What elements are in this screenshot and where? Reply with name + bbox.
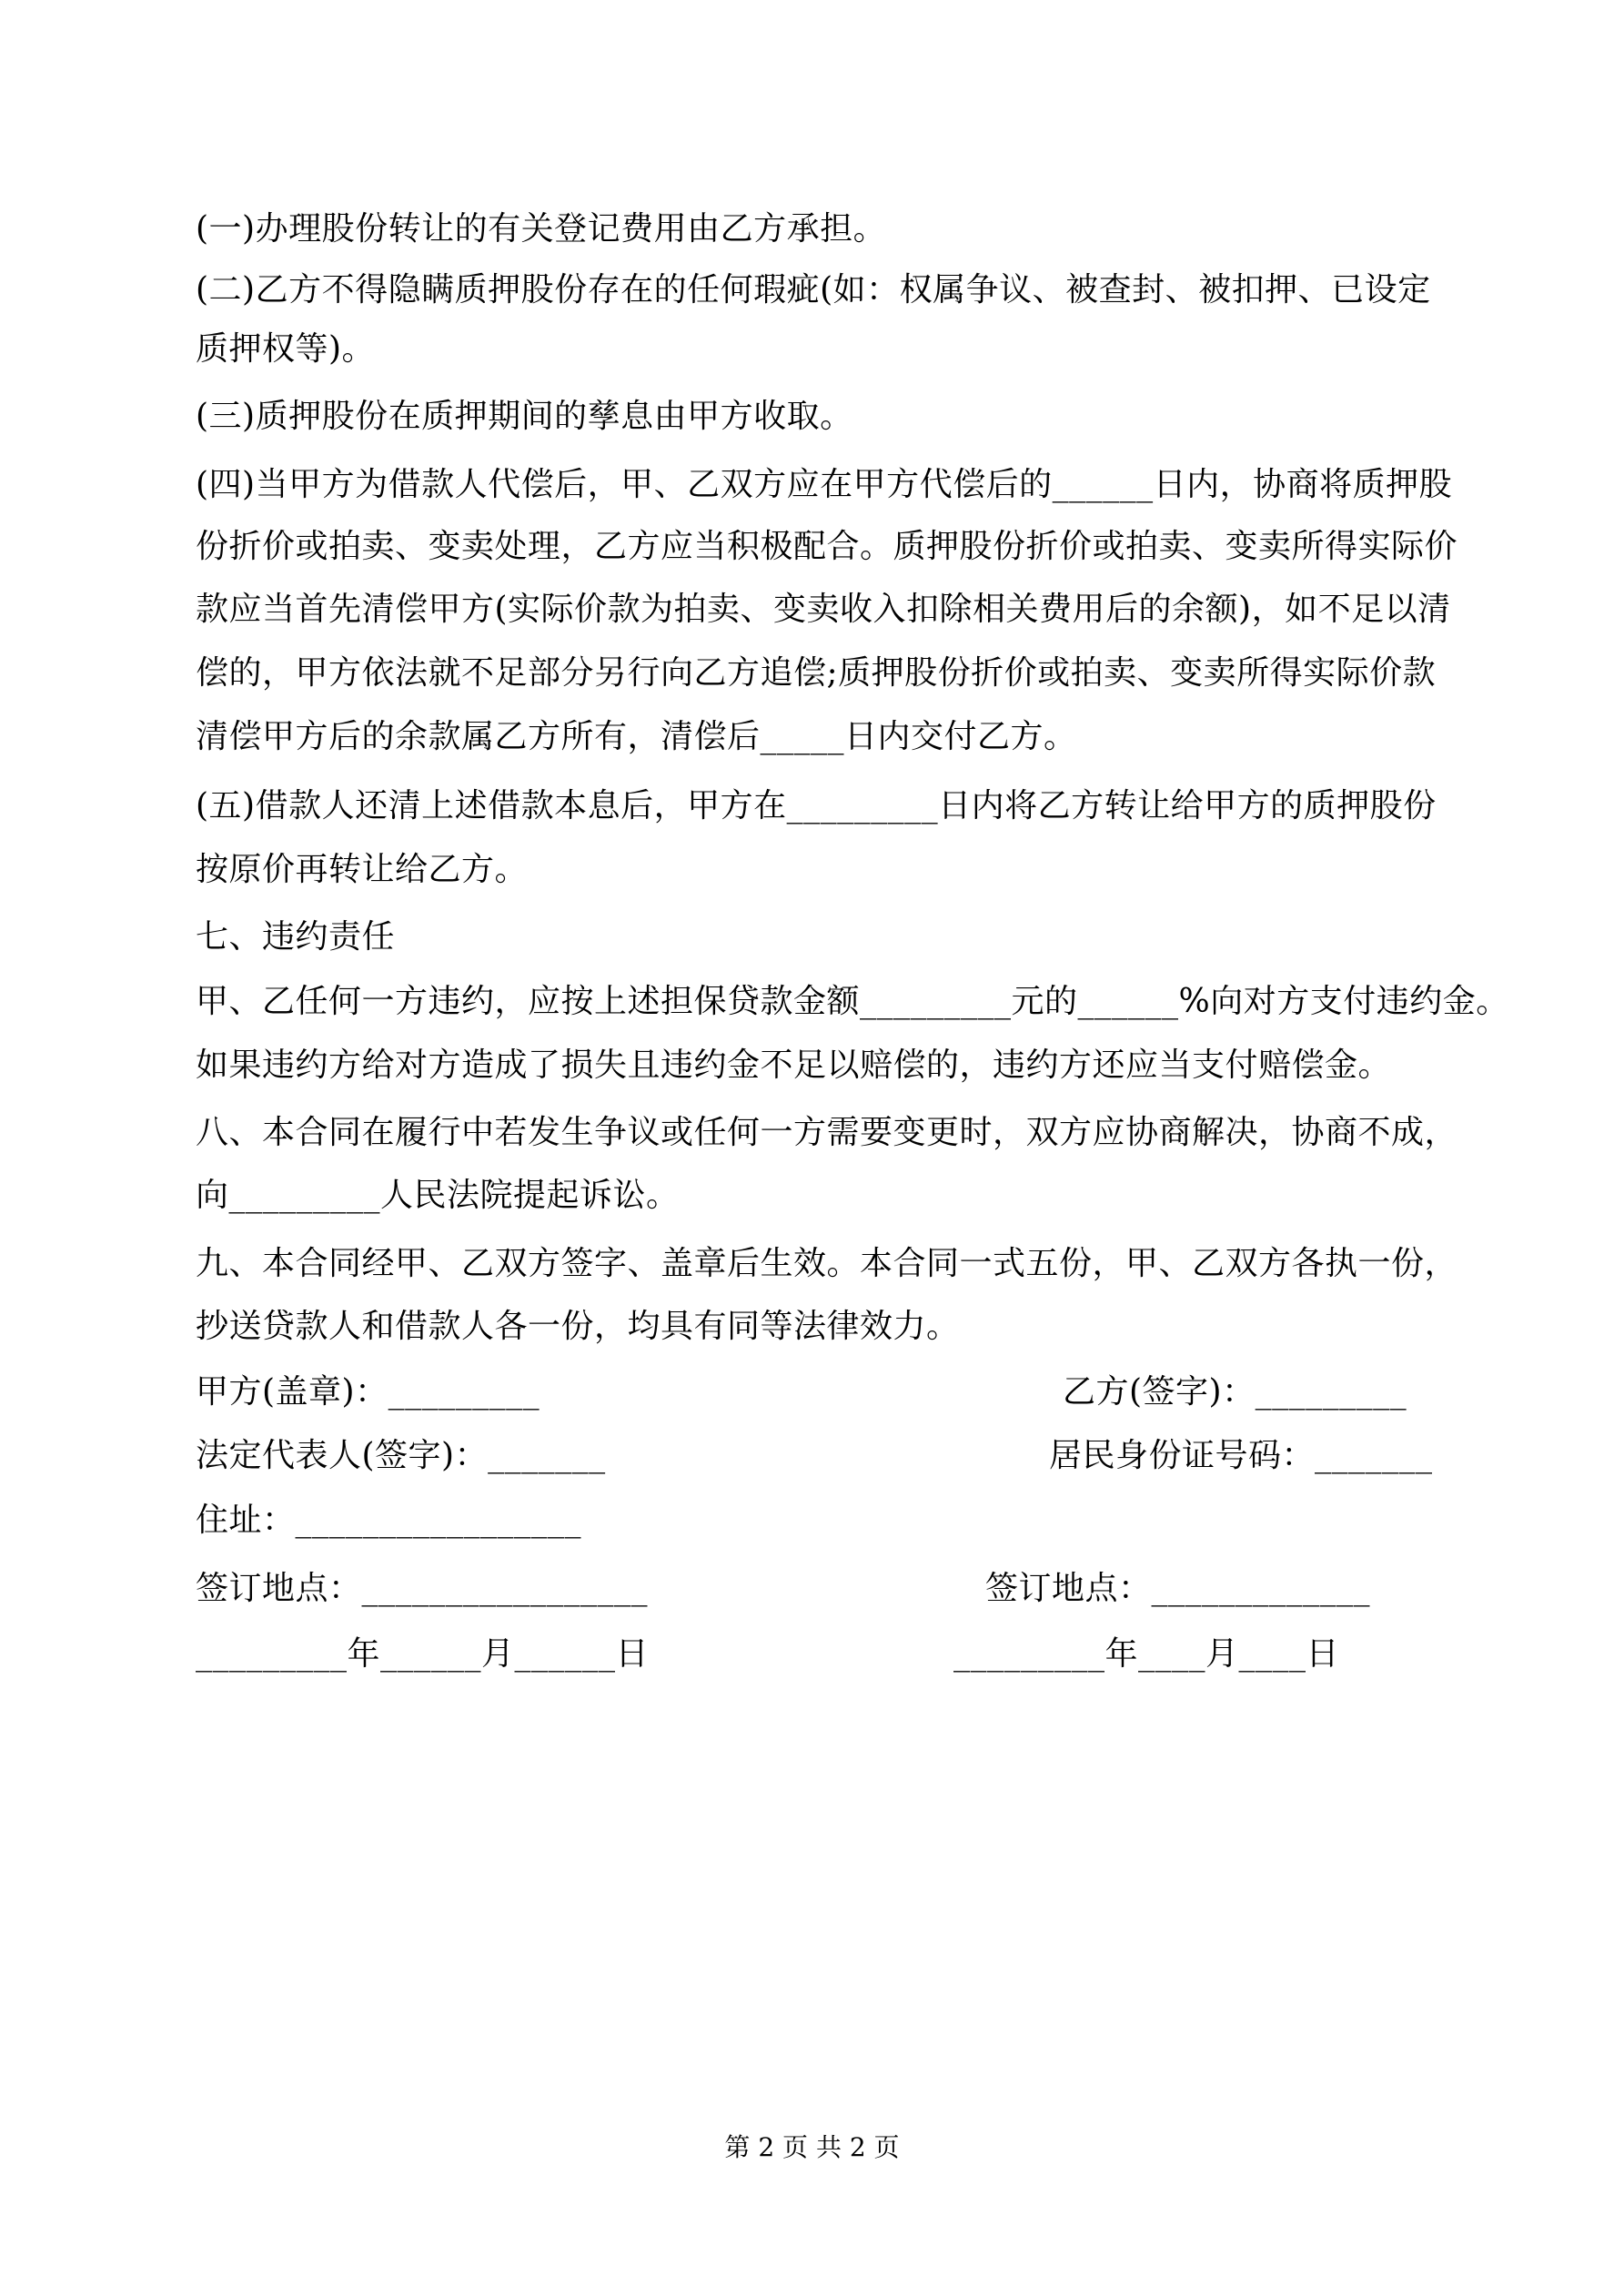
clause-1: (一)办理股份转让的有关登记费用由乙方承担。	[196, 210, 887, 248]
party-a-seal-field: 甲方(盖章)：_________	[196, 1373, 540, 1411]
address-field: 住址：_________________	[196, 1502, 582, 1539]
signing-place-left: 签订地点：_________________	[196, 1570, 649, 1607]
section-9-line-2: 抄送贷款人和借款人各一份，均具有同等法律效力。	[196, 1308, 960, 1345]
section-8-line-2: 向_________人民法院提起诉讼。	[196, 1177, 680, 1214]
clause-5-line-1: (五)借款人还清上述借款本息后，甲方在_________日内将乙方转让给甲方的质押股份	[196, 787, 1437, 824]
clause-5-line-2: 按原价再转让给乙方。	[196, 851, 529, 888]
date-left: _________年______月______日	[196, 1635, 649, 1673]
signing-place-right: 签订地点：_____________	[985, 1570, 1371, 1607]
section-8-line-1: 八、本合同在履行中若发生争议或任何一方需要变更时，双方应协商解决，协商不成，	[196, 1114, 1458, 1151]
page-footer: 第 2 页 共 2 页	[724, 2132, 900, 2162]
date-right: _________年____月____日	[953, 1635, 1339, 1673]
clause-4-line-2: 份折价或拍卖、变卖处理，乙方应当积极配合。质押股份折价或拍卖、变卖所得实际价	[196, 528, 1458, 565]
section-7-heading: 七、违约责任	[196, 918, 396, 956]
clause-4-line-1: (四)当甲方为借款人代偿后，甲、乙双方应在甲方代偿后的______日内，协商将质押股	[196, 466, 1453, 503]
party-b-sign-field: 乙方(签字)：_________	[1063, 1373, 1407, 1411]
clause-2-line-1: (二)乙方不得隐瞒质押股份存在的任何瑕疵(如：权属争议、被查封、被扣押、已设定	[196, 271, 1431, 308]
section-7-line-2: 如果违约方给对方造成了损失且违约金不足以赔偿的，违约方还应当支付赔偿金。	[196, 1047, 1392, 1084]
clause-4-line-3: 款应当首先清偿甲方(实际价款为拍卖、变卖收入扣除相关费用后的余额)，如不足以清	[196, 591, 1451, 628]
clause-3: (三)质押股份在质押期间的孳息由甲方收取。	[196, 398, 853, 435]
clause-4-line-5: 清偿甲方后的余款属乙方所有，清偿后_____日内交付乙方。	[196, 718, 1077, 755]
legal-representative-field: 法定代表人(签字)：_______	[196, 1437, 606, 1474]
clause-2-line-2: 质押权等)。	[196, 330, 376, 368]
section-9-line-1: 九、本合同经甲、乙双方签字、盖章后生效。本合同一式五份，甲、乙双方各执一份，	[196, 1245, 1458, 1282]
section-7-line-1: 甲、乙任何一方违约，应按上述担保贷款金额_________元的______%向对方支付违约金。	[196, 983, 1509, 1020]
clause-4-line-4: 偿的，甲方依法就不足部分另行向乙方追偿;质押股份折价或拍卖、变卖所得实际价款	[196, 654, 1437, 692]
id-number-field: 居民身份证号码：_______	[1049, 1437, 1433, 1474]
